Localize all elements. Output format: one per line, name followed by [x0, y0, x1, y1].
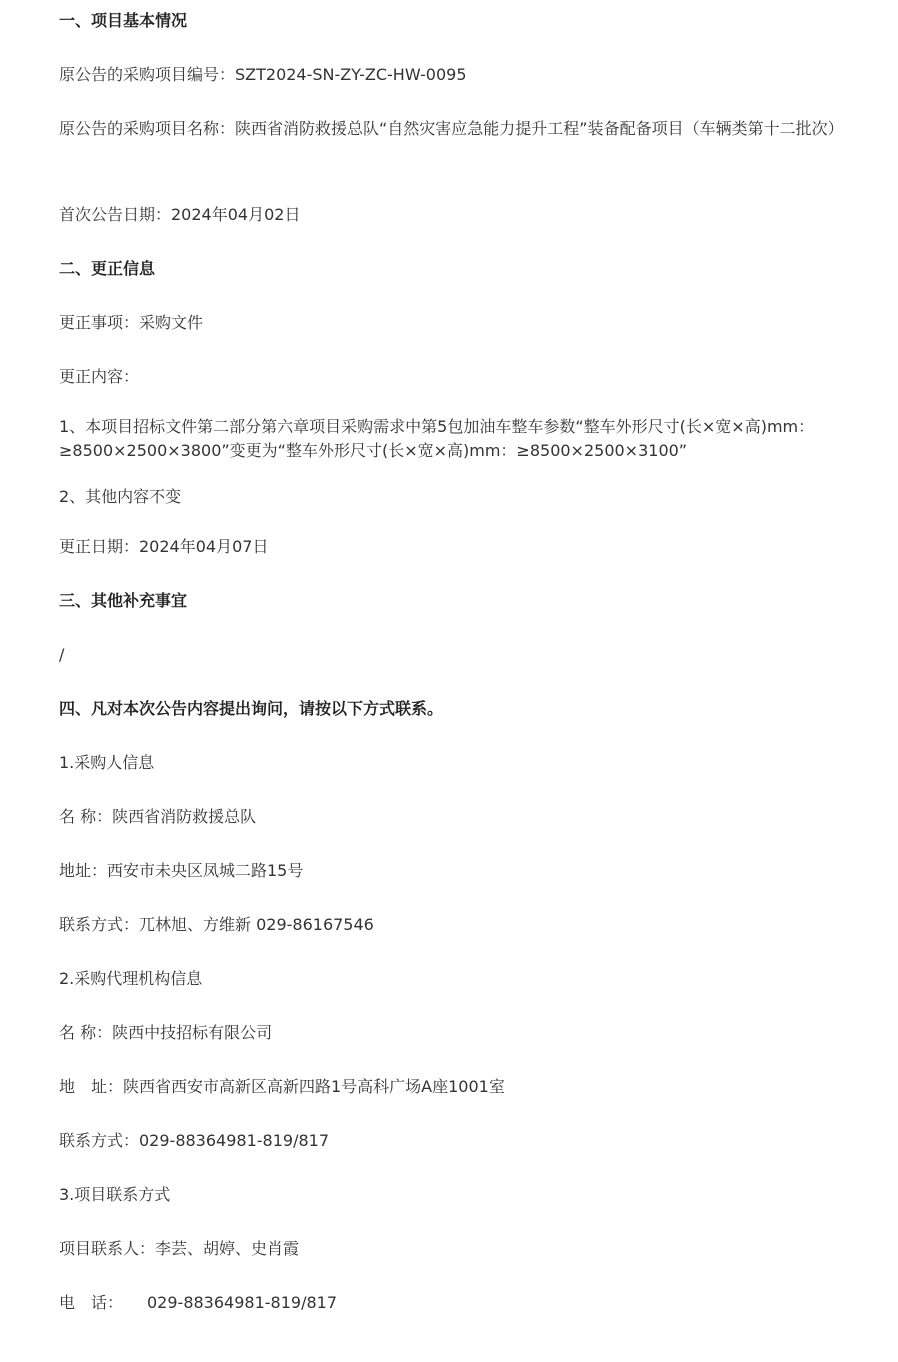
correction-content-2: 2、其他内容不变 [59, 487, 182, 506]
project-phone: 电 话： 029-88364981-819/817 [59, 1293, 337, 1312]
agency-contact: 联系方式：029-88364981-819/817 [59, 1131, 329, 1150]
agency-address: 地 址：陕西省西安市高新区高新四路1号高科广场A座1001室 [59, 1077, 505, 1096]
section-heading-contact: 四、凡对本次公告内容提出询问，请按以下方式联系。 [59, 699, 444, 718]
purchaser-name: 名 称：陕西省消防救援总队 [59, 807, 257, 826]
agency-info-title: 2.采购代理机构信息 [59, 969, 203, 988]
correction-content-1: 1、本项目招标文件第二部分第六章项目采购需求中第5包加油车整车参数“整车外形尺寸(长×宽×高)mm：≥8500×2500×3800”变更为“整车外形尺寸(长×宽×高)mm：≥8500×2500×3100” [59, 417, 815, 460]
correction-item: 更正事项：采购文件 [59, 313, 204, 332]
original-project-number: 原公告的采购项目编号：SZT2024-SN-ZY-ZC-HW-0095 [59, 65, 467, 84]
agency-name: 名 称：陕西中技招标有限公司 [59, 1023, 273, 1042]
correction-content-label: 更正内容： [59, 367, 140, 386]
supplementary-body: / [59, 645, 65, 664]
section-heading-supplementary: 三、其他补充事宜 [59, 591, 188, 610]
section-heading-correction: 二、更正信息 [59, 259, 156, 278]
purchaser-contact: 联系方式：兀林旭、方维新 029-86167546 [59, 915, 374, 934]
purchaser-address: 地址：西安市未央区凤城二路15号 [59, 861, 304, 880]
purchaser-info-title: 1.采购人信息 [59, 753, 155, 772]
project-contact-title: 3.项目联系方式 [59, 1185, 171, 1204]
correction-date: 更正日期：2024年04月07日 [59, 537, 269, 556]
first-announcement-date: 首次公告日期：2024年04月02日 [59, 205, 301, 224]
original-project-name: 原公告的采购项目名称：陕西省消防救援总队“自然灾害应急能力提升工程”装备配备项目（车辆类第十二批次） [59, 119, 844, 138]
project-contacts: 项目联系人：李芸、胡婷、史肖霞 [59, 1239, 300, 1258]
section-heading-basic-info: 一、项目基本情况 [59, 11, 188, 30]
